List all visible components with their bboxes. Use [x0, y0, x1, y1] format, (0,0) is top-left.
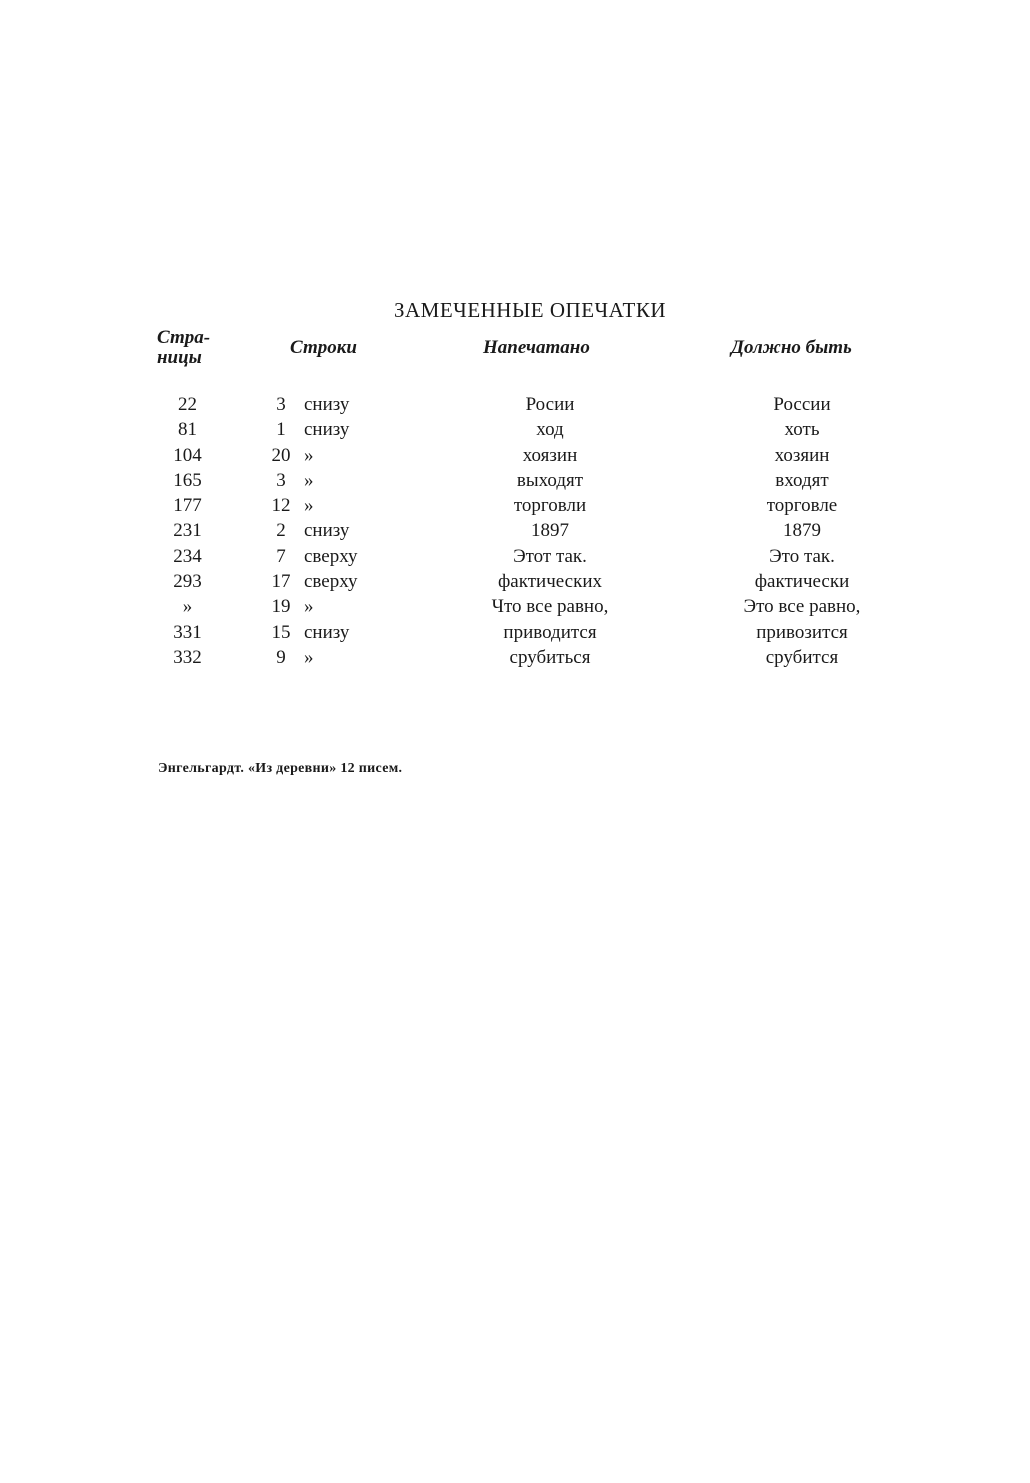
line-number: 7: [276, 545, 286, 567]
table-row: [0, 443, 1030, 468]
correct-text: хозяин: [774, 444, 830, 466]
page-number: 231: [173, 520, 202, 542]
page-number: »: [182, 596, 193, 618]
table-row: [0, 620, 1030, 645]
line-direction: »: [304, 596, 314, 618]
printed-text: выходят: [516, 469, 584, 491]
table-row: [0, 468, 1030, 493]
correct-text: привозится: [756, 621, 848, 643]
table-row: [0, 594, 1030, 619]
line-direction: »: [304, 469, 314, 491]
printed-text: Этот так.: [513, 545, 587, 567]
table-row: [0, 544, 1030, 569]
page-title: ЗАМЕЧЕННЫЕ ОПЕЧАТКИ: [393, 298, 666, 322]
line-direction: »: [304, 444, 314, 466]
table-row: [0, 493, 1030, 518]
printed-text: хоязин: [522, 444, 578, 466]
printed-text: торговли: [513, 495, 587, 517]
correct-text: срубится: [765, 646, 839, 668]
line-direction: »: [304, 495, 314, 517]
correct-text: России: [773, 394, 831, 415]
line-number: 17: [271, 571, 291, 593]
line-direction: сверху: [304, 545, 358, 567]
column-header-pages-line1: Стра-: [157, 327, 211, 348]
correct-text: 1879: [783, 520, 821, 542]
printed-text: ход: [536, 419, 564, 441]
line-number: 20: [271, 444, 291, 466]
line-direction: снизу: [304, 520, 350, 542]
line-direction: снизу: [304, 621, 350, 643]
line-number: 1: [276, 419, 286, 441]
correct-text: торговле: [766, 495, 838, 517]
line-direction: сверху: [304, 571, 358, 593]
page-number: 331: [173, 621, 202, 643]
table-row: [0, 392, 1030, 417]
printed-text: фактических: [498, 571, 602, 593]
correct-text: Это все равно,: [743, 596, 861, 618]
printed-text: Что все равно,: [491, 596, 609, 618]
line-number: 19: [271, 596, 291, 618]
page-number: 104: [173, 444, 202, 466]
printed-text: приводится: [503, 621, 597, 643]
footer-note: Энгельгардт. «Из деревни» 12 писем.: [158, 761, 403, 776]
printed-text: 1897: [531, 520, 569, 542]
column-header-correct: Должно быть: [731, 337, 852, 358]
correct-text: хоть: [784, 419, 820, 441]
table-row: [0, 645, 1030, 670]
correct-text: фактически: [754, 571, 850, 593]
table-row: [0, 518, 1030, 543]
line-number: 9: [276, 646, 286, 668]
correct-text: Это так.: [769, 545, 835, 567]
table-row: [0, 417, 1030, 442]
column-header-lines: Строки: [290, 337, 357, 358]
printed-text: срубиться: [509, 646, 591, 668]
line-number: 12: [271, 495, 291, 517]
column-header-pages: [157, 328, 227, 368]
page-number: 165: [173, 469, 202, 491]
page-number: 234: [173, 545, 202, 567]
printed-text: Росии: [525, 394, 575, 415]
column-header-printed: Напечатано: [483, 337, 590, 358]
errata-table: [0, 392, 1030, 670]
page-number: 22: [178, 394, 197, 415]
table-row: [0, 569, 1030, 594]
correct-text: входят: [775, 469, 829, 491]
column-header-pages-line2: ницы: [157, 347, 202, 368]
page-number: 177: [173, 495, 202, 517]
line-direction: снизу: [304, 394, 350, 415]
line-number: 3: [276, 469, 286, 491]
page-number: 293: [173, 571, 202, 593]
line-number: 2: [276, 520, 286, 542]
line-number: 3: [276, 394, 286, 415]
line-direction: »: [304, 646, 314, 668]
page-number: 332: [173, 646, 202, 668]
line-direction: снизу: [304, 419, 350, 441]
page-number: 81: [178, 419, 197, 441]
line-number: 15: [271, 621, 291, 643]
